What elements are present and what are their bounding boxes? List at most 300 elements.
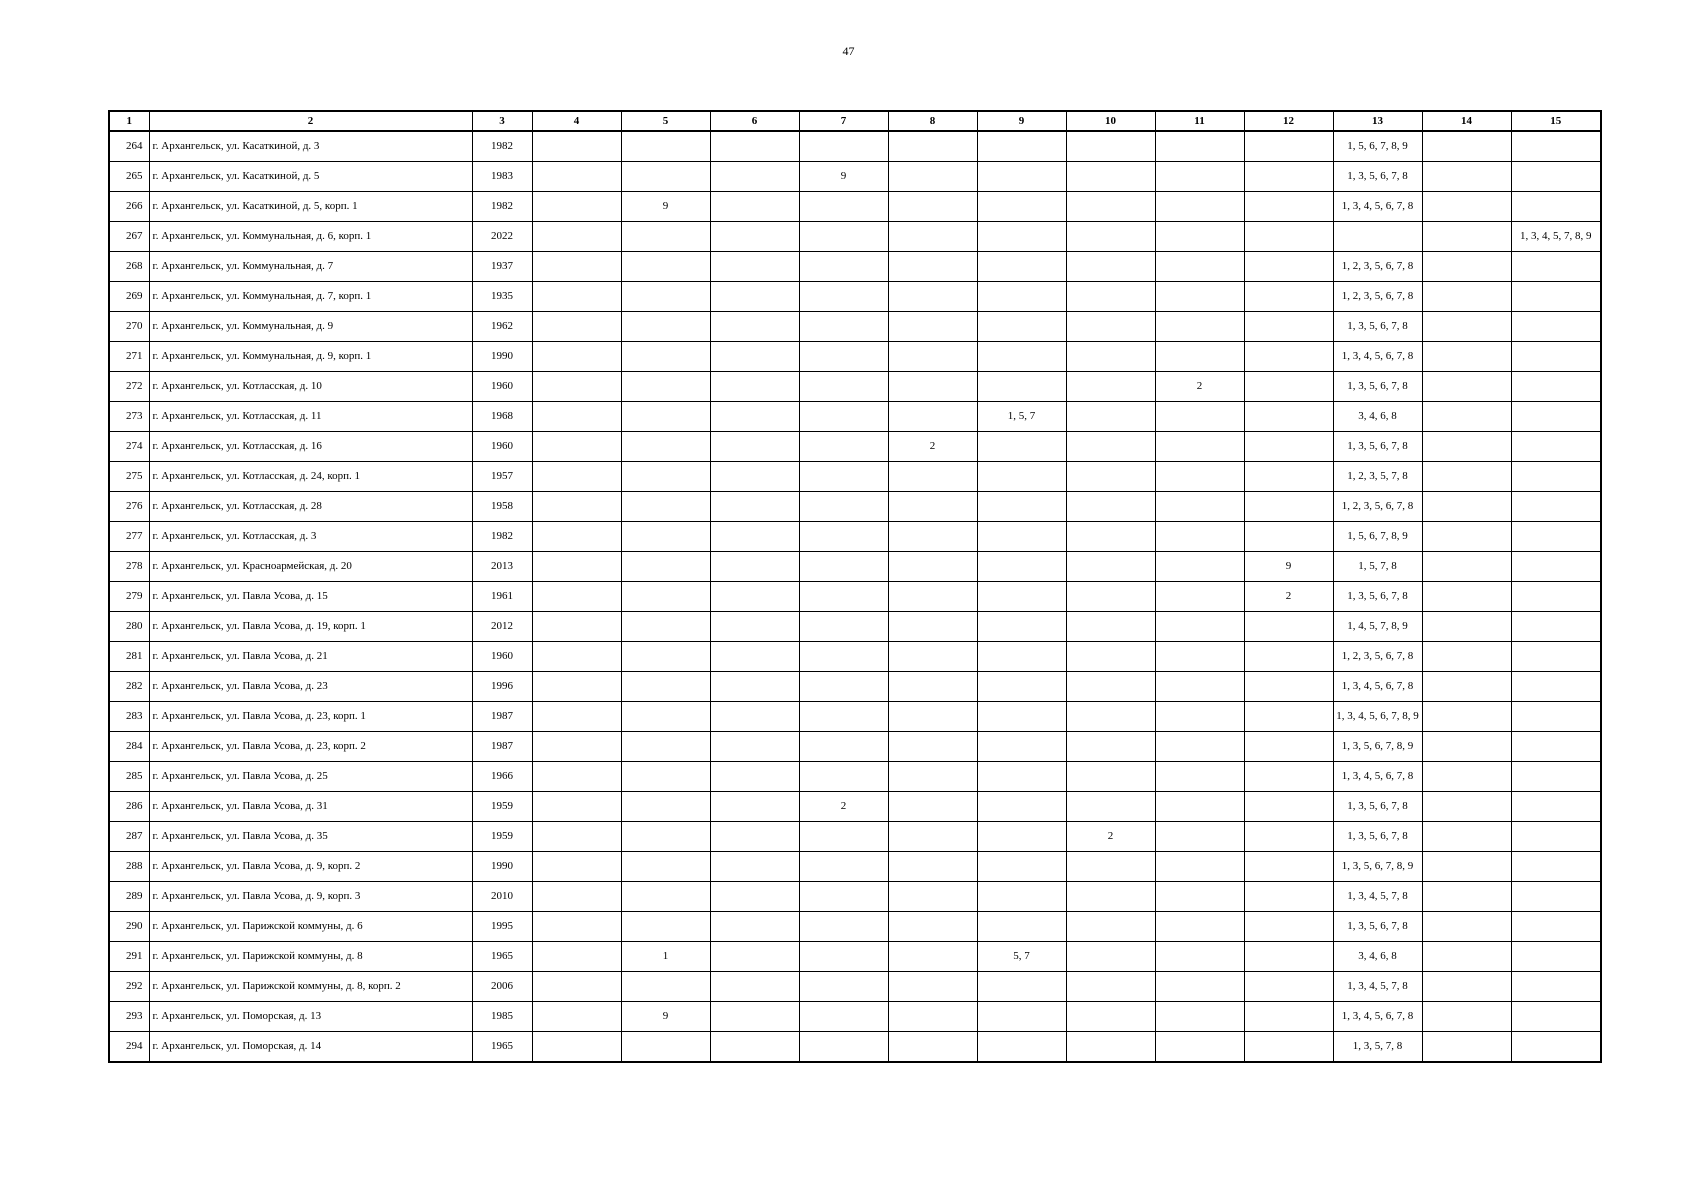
column-15-cell [1511,131,1601,162]
column-14-cell [1422,762,1511,792]
column-9-cell: 1, 5, 7 [977,402,1066,432]
row-number-cell: 290 [109,912,149,942]
column-15-cell [1511,972,1601,1002]
column-15-cell [1511,492,1601,522]
column-15-cell [1511,762,1601,792]
column-7-cell [799,222,888,252]
column-13-cell: 1, 2, 3, 5, 7, 8 [1333,462,1422,492]
year-cell: 1987 [472,702,532,732]
address-cell: г. Архангельск, ул. Коммунальная, д. 7 [149,252,472,282]
column-10-cell [1066,732,1155,762]
column-11-cell [1155,732,1244,762]
column-7-cell [799,582,888,612]
address-cell: г. Архангельск, ул. Павла Усова, д. 15 [149,582,472,612]
column-13-cell [1333,222,1422,252]
column-11-cell [1155,312,1244,342]
column-11-cell [1155,612,1244,642]
column-12-cell [1244,912,1333,942]
column-5-cell [621,131,710,162]
row-number-cell: 265 [109,162,149,192]
column-11-cell [1155,852,1244,882]
column-9-cell [977,672,1066,702]
column-11-cell: 2 [1155,372,1244,402]
row-number-cell: 288 [109,852,149,882]
row-number-cell: 278 [109,552,149,582]
column-8-cell [888,762,977,792]
column-header-12: 12 [1244,111,1333,131]
column-15-cell [1511,1002,1601,1032]
year-cell: 1990 [472,852,532,882]
column-14-cell [1422,912,1511,942]
column-6-cell [710,732,799,762]
column-12-cell [1244,822,1333,852]
column-7-cell [799,342,888,372]
column-4-cell [532,732,621,762]
column-5-cell [621,1032,710,1063]
year-cell: 1965 [472,942,532,972]
column-6-cell [710,462,799,492]
column-8-cell [888,462,977,492]
column-9-cell [977,312,1066,342]
column-8-cell [888,852,977,882]
column-9-cell [977,252,1066,282]
column-9-cell [977,822,1066,852]
column-5-cell [621,762,710,792]
column-8-cell [888,492,977,522]
table-row [109,192,1601,222]
column-7-cell [799,702,888,732]
column-8-cell [888,1002,977,1032]
column-10-cell [1066,342,1155,372]
address-cell: г. Архангельск, ул. Парижской коммуны, д. 6 [149,912,472,942]
column-14-cell [1422,432,1511,462]
column-6-cell [710,912,799,942]
column-9-cell [977,1032,1066,1063]
column-9-cell [977,702,1066,732]
column-header-6: 6 [710,111,799,131]
table-row [109,522,1601,552]
column-6-cell [710,312,799,342]
year-cell: 2013 [472,552,532,582]
column-7-cell: 9 [799,162,888,192]
row-number-cell: 280 [109,612,149,642]
column-9-cell [977,192,1066,222]
column-10-cell [1066,1032,1155,1063]
column-14-cell [1422,402,1511,432]
column-14-cell [1422,942,1511,972]
column-11-cell [1155,912,1244,942]
column-14-cell [1422,192,1511,222]
address-cell: г. Архангельск, ул. Котласская, д. 16 [149,432,472,462]
column-8-cell [888,972,977,1002]
column-15-cell [1511,642,1601,672]
column-14-cell [1422,972,1511,1002]
column-9-cell: 5, 7 [977,942,1066,972]
year-cell: 1961 [472,582,532,612]
column-4-cell [532,1032,621,1063]
address-cell: г. Архангельск, ул. Котласская, д. 24, корп. 1 [149,462,472,492]
column-15-cell: 1, 3, 4, 5, 7, 8, 9 [1511,222,1601,252]
column-6-cell [710,131,799,162]
column-9-cell [977,732,1066,762]
row-number-cell: 266 [109,192,149,222]
column-8-cell [888,282,977,312]
column-15-cell [1511,372,1601,402]
column-6-cell [710,972,799,1002]
column-header-15: 15 [1511,111,1601,131]
column-4-cell [532,162,621,192]
column-13-cell: 1, 3, 4, 5, 6, 7, 8 [1333,342,1422,372]
column-6-cell [710,372,799,402]
column-8-cell [888,732,977,762]
column-11-cell [1155,672,1244,702]
column-11-cell [1155,282,1244,312]
address-cell: г. Архангельск, ул. Павла Усова, д. 23, корп. 1 [149,702,472,732]
column-12-cell [1244,1002,1333,1032]
column-7-cell [799,732,888,762]
column-9-cell [977,522,1066,552]
column-12-cell [1244,642,1333,672]
column-11-cell [1155,1002,1244,1032]
column-10-cell [1066,582,1155,612]
row-number-cell: 276 [109,492,149,522]
column-15-cell [1511,882,1601,912]
column-12-cell [1244,612,1333,642]
column-6-cell [710,402,799,432]
column-7-cell [799,372,888,402]
column-4-cell [532,432,621,462]
year-cell: 2012 [472,612,532,642]
table-row [109,462,1601,492]
row-number-cell: 268 [109,252,149,282]
column-header-8: 8 [888,111,977,131]
column-7-cell [799,252,888,282]
column-13-cell: 1, 3, 4, 5, 6, 7, 8 [1333,1002,1422,1032]
address-cell: г. Архангельск, ул. Коммунальная, д. 6, корп. 1 [149,222,472,252]
address-cell: г. Архангельск, ул. Касаткиной, д. 3 [149,131,472,162]
column-4-cell [532,282,621,312]
column-6-cell [710,612,799,642]
column-12-cell [1244,252,1333,282]
column-9-cell [977,552,1066,582]
column-11-cell [1155,1032,1244,1063]
column-11-cell [1155,402,1244,432]
column-header-5: 5 [621,111,710,131]
table-row [109,1002,1601,1032]
column-15-cell [1511,282,1601,312]
year-cell: 1982 [472,192,532,222]
column-10-cell [1066,1002,1155,1032]
column-15-cell [1511,522,1601,552]
column-6-cell [710,552,799,582]
table-row [109,492,1601,522]
column-6-cell [710,252,799,282]
column-13-cell: 1, 5, 7, 8 [1333,552,1422,582]
table-row [109,702,1601,732]
column-6-cell [710,1002,799,1032]
column-6-cell [710,282,799,312]
column-5-cell [621,162,710,192]
column-6-cell [710,882,799,912]
row-number-cell: 271 [109,342,149,372]
column-12-cell [1244,282,1333,312]
year-cell: 1960 [472,372,532,402]
address-cell: г. Архангельск, ул. Коммунальная, д. 9 [149,312,472,342]
column-9-cell [977,342,1066,372]
column-7-cell [799,882,888,912]
column-11-cell [1155,462,1244,492]
address-cell: г. Архангельск, ул. Коммунальная, д. 9, корп. 1 [149,342,472,372]
column-8-cell [888,792,977,822]
column-11-cell [1155,642,1244,672]
column-11-cell [1155,162,1244,192]
column-6-cell [710,942,799,972]
column-5-cell [621,642,710,672]
row-number-cell: 284 [109,732,149,762]
table-row [109,972,1601,1002]
column-6-cell [710,702,799,732]
year-cell: 2022 [472,222,532,252]
column-14-cell [1422,852,1511,882]
column-13-cell: 3, 4, 6, 8 [1333,942,1422,972]
year-cell: 1985 [472,1002,532,1032]
column-15-cell [1511,702,1601,732]
column-13-cell: 1, 2, 3, 5, 6, 7, 8 [1333,282,1422,312]
column-11-cell [1155,702,1244,732]
column-6-cell [710,792,799,822]
column-10-cell [1066,522,1155,552]
column-13-cell: 1, 5, 6, 7, 8, 9 [1333,522,1422,552]
column-15-cell [1511,462,1601,492]
column-10-cell [1066,282,1155,312]
column-13-cell: 1, 5, 6, 7, 8, 9 [1333,131,1422,162]
column-11-cell [1155,252,1244,282]
column-4-cell [532,402,621,432]
column-14-cell [1422,162,1511,192]
column-5-cell [621,852,710,882]
column-5-cell [621,312,710,342]
table-row [109,222,1601,252]
column-header-9: 9 [977,111,1066,131]
column-6-cell [710,762,799,792]
column-4-cell [532,582,621,612]
column-15-cell [1511,402,1601,432]
row-number-cell: 287 [109,822,149,852]
column-5-cell [621,462,710,492]
table-row [109,762,1601,792]
table-row [109,372,1601,402]
column-14-cell [1422,732,1511,762]
table-row [109,822,1601,852]
column-10-cell [1066,432,1155,462]
column-6-cell [710,522,799,552]
column-header-11: 11 [1155,111,1244,131]
column-8-cell [888,522,977,552]
column-15-cell [1511,312,1601,342]
column-5-cell [621,342,710,372]
column-13-cell: 1, 3, 5, 7, 8 [1333,1032,1422,1063]
column-5-cell [621,492,710,522]
column-9-cell [977,432,1066,462]
column-7-cell [799,282,888,312]
column-5-cell [621,792,710,822]
year-cell: 1982 [472,522,532,552]
column-10-cell [1066,672,1155,702]
column-10-cell [1066,762,1155,792]
column-15-cell [1511,792,1601,822]
column-14-cell [1422,492,1511,522]
column-13-cell: 1, 3, 4, 5, 7, 8 [1333,972,1422,1002]
column-13-cell: 1, 3, 4, 5, 6, 7, 8 [1333,672,1422,702]
column-4-cell [532,762,621,792]
column-header-10: 10 [1066,111,1155,131]
column-13-cell: 1, 3, 5, 6, 7, 8 [1333,912,1422,942]
column-7-cell [799,912,888,942]
year-cell: 1935 [472,282,532,312]
column-8-cell [888,942,977,972]
column-15-cell [1511,192,1601,222]
column-4-cell [532,462,621,492]
column-13-cell: 1, 3, 5, 6, 7, 8, 9 [1333,732,1422,762]
column-10-cell [1066,492,1155,522]
column-6-cell [710,222,799,252]
address-cell: г. Архангельск, ул. Павла Усова, д. 35 [149,822,472,852]
table-row [109,792,1601,822]
page-number: 47 [842,44,855,58]
column-6-cell [710,342,799,372]
address-cell: г. Архангельск, ул. Поморская, д. 14 [149,1032,472,1063]
column-14-cell [1422,312,1511,342]
column-8-cell [888,252,977,282]
column-10-cell [1066,372,1155,402]
column-13-cell: 1, 3, 5, 6, 7, 8 [1333,822,1422,852]
row-number-cell: 270 [109,312,149,342]
row-number-cell: 291 [109,942,149,972]
address-cell: г. Архангельск, ул. Павла Усова, д. 25 [149,762,472,792]
column-15-cell [1511,672,1601,702]
column-15-cell [1511,1032,1601,1063]
column-14-cell [1422,522,1511,552]
table-row [109,342,1601,372]
column-5-cell [621,522,710,552]
column-12-cell [1244,732,1333,762]
column-4-cell [532,882,621,912]
column-5-cell: 9 [621,1002,710,1032]
table-row [109,432,1601,462]
housing-registry-table [108,110,1602,1063]
column-6-cell [710,492,799,522]
column-7-cell [799,762,888,792]
column-4-cell [532,342,621,372]
column-9-cell [977,222,1066,252]
column-15-cell [1511,252,1601,282]
column-11-cell [1155,222,1244,252]
address-cell: г. Архангельск, ул. Парижской коммуны, д. 8 [149,942,472,972]
column-11-cell [1155,942,1244,972]
table-row [109,282,1601,312]
column-12-cell [1244,462,1333,492]
row-number-cell: 283 [109,702,149,732]
column-15-cell [1511,612,1601,642]
column-14-cell [1422,672,1511,702]
column-11-cell [1155,552,1244,582]
year-cell: 1995 [472,912,532,942]
column-5-cell [621,582,710,612]
column-9-cell [977,792,1066,822]
column-11-cell [1155,131,1244,162]
year-cell: 1987 [472,732,532,762]
column-14-cell [1422,131,1511,162]
column-10-cell [1066,312,1155,342]
column-6-cell [710,852,799,882]
row-number-cell: 277 [109,522,149,552]
column-7-cell [799,942,888,972]
column-7-cell [799,552,888,582]
column-13-cell: 1, 4, 5, 7, 8, 9 [1333,612,1422,642]
table-row [109,672,1601,702]
address-cell: г. Архангельск, ул. Котласская, д. 10 [149,372,472,402]
table-row [109,882,1601,912]
column-10-cell [1066,702,1155,732]
row-number-cell: 264 [109,131,149,162]
address-cell: г. Архангельск, ул. Поморская, д. 13 [149,1002,472,1032]
address-cell: г. Архангельск, ул. Котласская, д. 3 [149,522,472,552]
column-5-cell [621,282,710,312]
column-9-cell [977,492,1066,522]
year-cell: 1960 [472,432,532,462]
column-8-cell [888,192,977,222]
column-13-cell: 1, 3, 5, 6, 7, 8 [1333,372,1422,402]
column-8-cell [888,822,977,852]
column-10-cell [1066,252,1155,282]
column-7-cell [799,972,888,1002]
column-4-cell [532,672,621,702]
column-7-cell [799,852,888,882]
year-cell: 1962 [472,312,532,342]
table-row [109,1032,1601,1063]
column-12-cell [1244,222,1333,252]
column-12-cell [1244,522,1333,552]
row-number-cell: 275 [109,462,149,492]
column-12-cell [1244,492,1333,522]
column-11-cell [1155,432,1244,462]
column-7-cell [799,1002,888,1032]
address-cell: г. Архангельск, ул. Павла Усова, д. 31 [149,792,472,822]
column-15-cell [1511,342,1601,372]
column-13-cell: 1, 2, 3, 5, 6, 7, 8 [1333,492,1422,522]
column-14-cell [1422,342,1511,372]
column-13-cell: 1, 3, 4, 5, 7, 8 [1333,882,1422,912]
column-9-cell [977,462,1066,492]
column-7-cell: 2 [799,792,888,822]
column-8-cell [888,1032,977,1063]
column-9-cell [977,852,1066,882]
column-5-cell [621,552,710,582]
column-8-cell [888,642,977,672]
column-7-cell [799,131,888,162]
column-10-cell [1066,642,1155,672]
address-cell: г. Архангельск, ул. Павла Усова, д. 21 [149,642,472,672]
column-9-cell [977,1002,1066,1032]
column-15-cell [1511,552,1601,582]
column-14-cell [1422,702,1511,732]
column-13-cell: 1, 3, 5, 6, 7, 8, 9 [1333,852,1422,882]
column-12-cell: 9 [1244,552,1333,582]
column-8-cell [888,702,977,732]
column-11-cell [1155,792,1244,822]
column-4-cell [532,972,621,1002]
column-9-cell [977,912,1066,942]
